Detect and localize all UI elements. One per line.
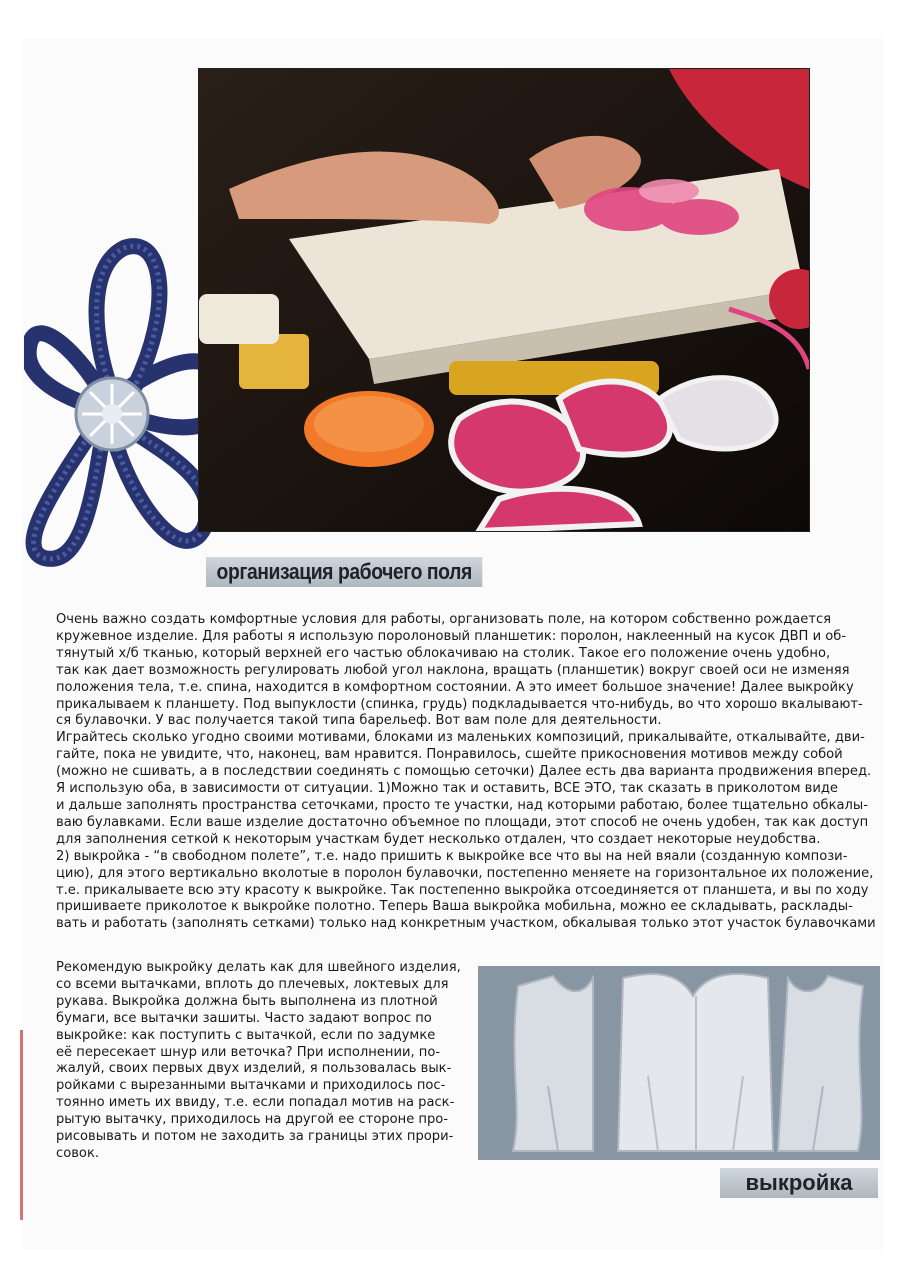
text-line: тоянно иметь их ввиду, т.е. если попадал мотив на раск- <box>56 1095 455 1111</box>
text-line: гайте, пока не увидите, что, наконец, вам нравится. Понравилось, сшейте прикосновения мотивов между собой <box>56 747 843 763</box>
text-line: вать и работать (заполнять сетками) только над конкретным участком, обкалывая только этот участок булавочками <box>56 916 876 932</box>
text-line: и дальше заполнять пространства сеточками, просто те участки, над которыми работаю, более тщательно обкалы- <box>56 797 868 813</box>
text-line: (можно не сшивать, а в последствии соединять с помощью сеточки) Далее есть два варианта продвижения вперед. <box>56 764 872 780</box>
text-line: прикалываем к планшету. Под выпуклости (спинка, грудь) подкладывается что-нибудь, во что хорошо вкалывают- <box>56 696 863 712</box>
text-line: рытую вытачку, приходилось на другой ее стороне про- <box>56 1112 449 1128</box>
text-line: ваю булавками. Если ваше изделие достаточно объемное по площади, этот способ не очень удобен, так как доступ <box>56 814 869 830</box>
pattern-photo <box>478 966 880 1160</box>
text-line: Я использую оба, в зависимости от ситуации. 1)Можно так и оставить, ВСЕ ЭТО, так сказать в приколотом виде <box>56 781 838 797</box>
text-line: так как дает возможность регулировать любой угол наклона, вращать (планшетик) вокруг своей оси не изменяя <box>56 662 850 678</box>
page-edge-mark <box>20 1030 23 1220</box>
text-line: цию), для этого вертикально вколотые в поролон булавочки, постепенно меняете на горизонтальное их положение, <box>56 865 874 881</box>
section-title: организация рабочего поля <box>206 557 482 587</box>
main-photo <box>198 68 810 532</box>
text-line: жалуй, своих первых двух изделий, я пользовалась вык- <box>56 1061 452 1077</box>
text-line: ся булавочки. У вас получается такой типа барельеф. Вот вам поле для деятельности. <box>56 713 662 729</box>
pattern-paragraph <box>56 960 466 1163</box>
text-line: т.е. прикалываете всю эту красоту к выкройке. Так постепенно выкройка отсоединяется от планшета, и вы по ходу <box>56 882 869 898</box>
text-line: рисовывать и потом не заходить за границы этих прори- <box>56 1129 454 1145</box>
text-line: её пересекает шнур или веточка? При исполнении, по- <box>56 1044 441 1060</box>
paper-pattern-photo-icon <box>478 966 880 1160</box>
text-line: для заполнения сеткой к некоторым участкам будет несколько отдален, что создает некоторые неудобства. <box>56 831 821 847</box>
main-paragraph <box>56 612 880 933</box>
text-line: 2) выкройка - “в свободном полете”, т.е. надо пришить к выкройке все что вы на ней вяали (созданную компози- <box>56 848 848 864</box>
text-line: выкройке: как поступить с вытачкой, если по задумке <box>56 1027 436 1043</box>
text-line: Рекомендую выкройку делать как для швейного изделия, <box>56 960 461 975</box>
text-line: рукава. Выкройка должна быть выполнена из плотной <box>56 993 438 1009</box>
text-line: Играйтесь сколько угодно своими мотивами, блоками из маленьких композиций, прикалывайте, откалывайте, дви- <box>56 730 865 746</box>
text-line: бумаги, все вытачки зашиты. Часто задают вопрос по <box>56 1010 432 1026</box>
text-line: со всеми вытачками, вплоть до плечевых, локтевых для <box>56 976 449 992</box>
text-line: тянутый х/б тканью, который верхней его частью облокачиваю на столик. Такое его положение очень удобно, <box>56 645 831 661</box>
pattern-label: выкройка <box>720 1168 878 1198</box>
text-line: Очень важно создать комфортные условия для работы, организовать поле, на котором собственно рождается <box>56 612 832 627</box>
text-line: совок. <box>56 1145 100 1161</box>
text-line: пришиваете приколотое к выкройке полотно. Теперь Ваша выкройка мобильна, можно ее складывать, расклады- <box>56 899 853 915</box>
hands-pinning-lace-photo-icon <box>199 69 809 531</box>
text-line: кружевное изделие. Для работы я использую поролоновый планшетик: поролон, наклеенный на кусок ДВП и об- <box>56 628 847 644</box>
text-line: ройками с вырезанными вытачками и приходилось пос- <box>56 1078 446 1094</box>
text-line: положения тела, т.е. спина, находится в комфортном состоянии. А это имеет большое значение! Далее выкройку <box>56 679 854 695</box>
